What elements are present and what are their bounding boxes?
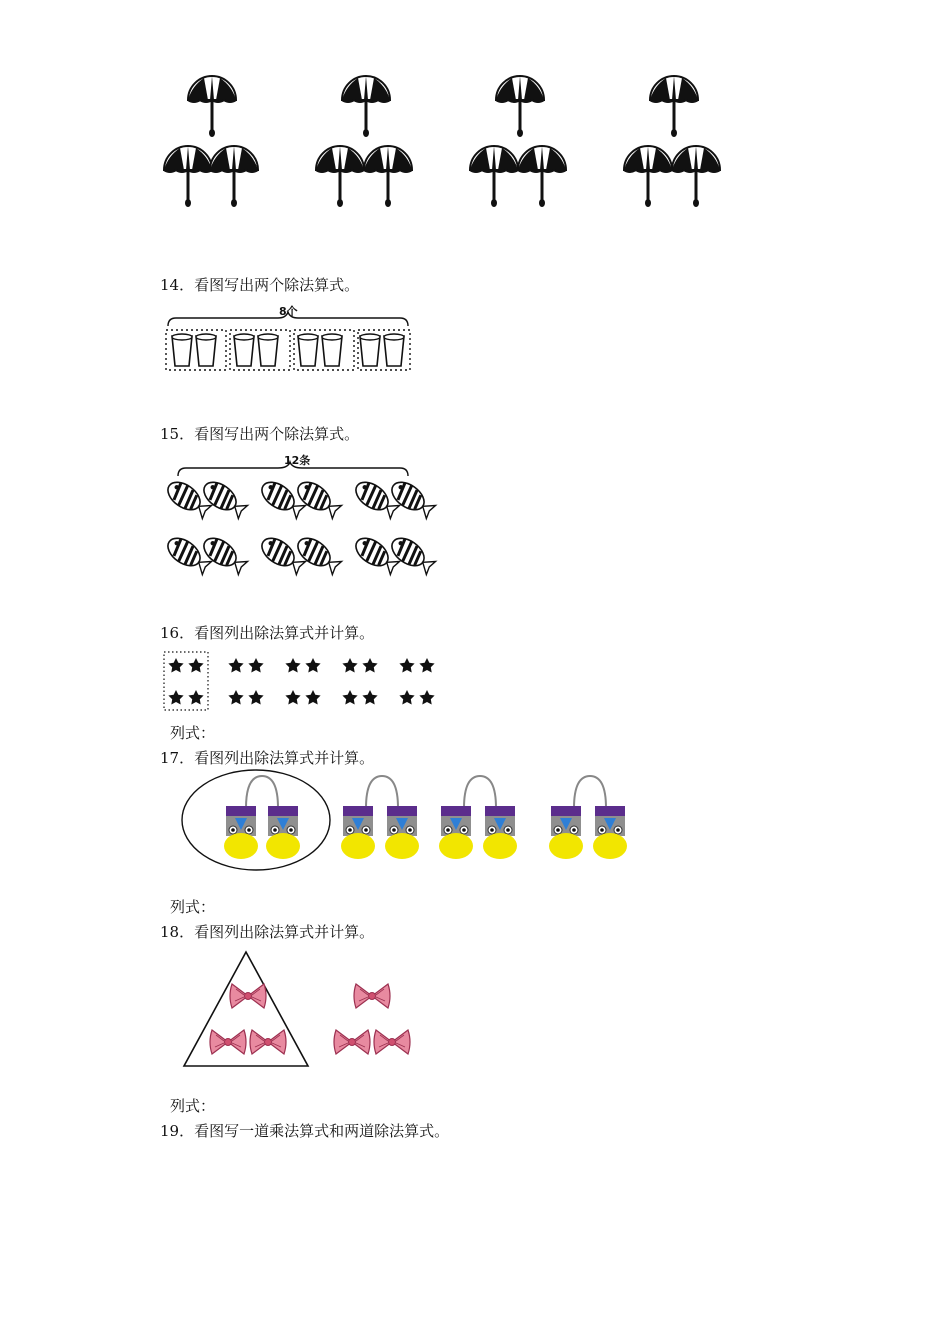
star-group	[168, 658, 203, 705]
gloves-figure	[180, 768, 640, 874]
mitten-icon	[266, 806, 300, 859]
star-icon	[248, 690, 263, 705]
cup-icon	[258, 334, 278, 366]
umbrella-icon	[164, 146, 212, 207]
triangle-group-outline	[184, 952, 308, 1066]
mitten-icon	[483, 806, 517, 859]
butterfly-group	[334, 984, 410, 1054]
mitten-icon	[341, 806, 375, 859]
butterfly-icon	[334, 1030, 370, 1054]
glove-pair	[439, 776, 517, 859]
umbrella-icon	[342, 76, 390, 137]
question-15: 15．看图写出两个除法算式。	[160, 425, 360, 443]
umbrella-group	[624, 76, 720, 207]
fish-icon	[351, 533, 401, 577]
umbrella-icon	[624, 146, 672, 207]
stars-figure	[160, 648, 460, 714]
umbrella-icon	[316, 146, 364, 207]
question-14: 14．看图写出两个除法算式。	[160, 276, 360, 294]
question-16: 16．看图列出除法算式并计算。	[160, 624, 375, 642]
fish-icon	[257, 533, 307, 577]
star-icon	[305, 690, 320, 705]
fish-icon	[293, 533, 343, 577]
umbrella-icon	[650, 76, 698, 137]
umbrella-group	[316, 76, 412, 207]
star-group	[228, 658, 263, 705]
fish-icon	[257, 477, 307, 521]
answer-label-16: 列式：	[170, 724, 216, 742]
umbrella-icon	[496, 76, 544, 137]
answer-label-18: 列式：	[170, 1097, 216, 1115]
star-icon	[168, 690, 183, 705]
star-icon	[188, 690, 203, 705]
fish-icon	[163, 477, 213, 521]
star-icon	[285, 658, 300, 673]
star-icon	[342, 690, 357, 705]
umbrella-icon	[188, 76, 236, 137]
star-icon	[362, 658, 377, 673]
umbrella-icon	[672, 146, 720, 207]
umbrella-icon	[210, 146, 258, 207]
umbrella-icon	[470, 146, 518, 207]
glove-pair	[549, 776, 627, 859]
star-icon	[342, 658, 357, 673]
brace-label-cups: 8个	[279, 305, 298, 318]
butterflies-figure	[180, 946, 420, 1072]
star-icon	[399, 690, 414, 705]
cup-icon	[196, 334, 216, 366]
star-icon	[228, 658, 243, 673]
umbrella-figure	[150, 60, 750, 240]
star-group	[342, 658, 377, 705]
question-18: 18．看图列出除法算式并计算。	[160, 923, 375, 941]
star-icon	[228, 690, 243, 705]
mitten-icon	[385, 806, 419, 859]
star-group-box	[164, 652, 208, 710]
star-icon	[168, 658, 183, 673]
star-group	[399, 658, 434, 705]
fish-group	[257, 477, 343, 577]
cup-icon	[172, 334, 192, 366]
star-icon	[419, 690, 434, 705]
fish-group	[163, 477, 249, 577]
cup-icon	[234, 334, 254, 366]
fish-icon	[387, 477, 437, 521]
star-icon	[248, 658, 263, 673]
star-icon	[305, 658, 320, 673]
star-icon	[399, 658, 414, 673]
cup-icon	[384, 334, 404, 366]
mitten-icon	[549, 806, 583, 859]
answer-label-17: 列式：	[170, 898, 216, 916]
cups-figure	[160, 312, 420, 374]
mitten-icon	[439, 806, 473, 859]
fish-icon	[199, 533, 249, 577]
umbrella-group	[470, 76, 566, 207]
brace-label-fish: 12条	[284, 454, 311, 467]
mitten-icon	[593, 806, 627, 859]
butterfly-icon	[354, 984, 390, 1008]
star-icon	[419, 658, 434, 673]
butterfly-icon	[374, 1030, 410, 1054]
mitten-icon	[224, 806, 258, 859]
umbrella-icon	[364, 146, 412, 207]
star-group	[285, 658, 320, 705]
umbrella-group	[164, 76, 258, 207]
star-icon	[362, 690, 377, 705]
umbrella-icon	[518, 146, 566, 207]
question-19: 19．看图写一道乘法算式和两道除法算式。	[160, 1122, 450, 1140]
fish-icon	[351, 477, 401, 521]
fish-icon	[163, 533, 213, 577]
glove-pair	[341, 776, 419, 859]
fish-icon	[387, 533, 437, 577]
star-icon	[285, 690, 300, 705]
fish-icon	[293, 477, 343, 521]
cup-icon	[298, 334, 318, 366]
cup-icon	[360, 334, 380, 366]
question-17: 17．看图列出除法算式并计算。	[160, 749, 375, 767]
fish-figure	[160, 462, 440, 587]
fish-icon	[199, 477, 249, 521]
cup-icon	[322, 334, 342, 366]
star-icon	[188, 658, 203, 673]
fish-group	[351, 477, 437, 577]
